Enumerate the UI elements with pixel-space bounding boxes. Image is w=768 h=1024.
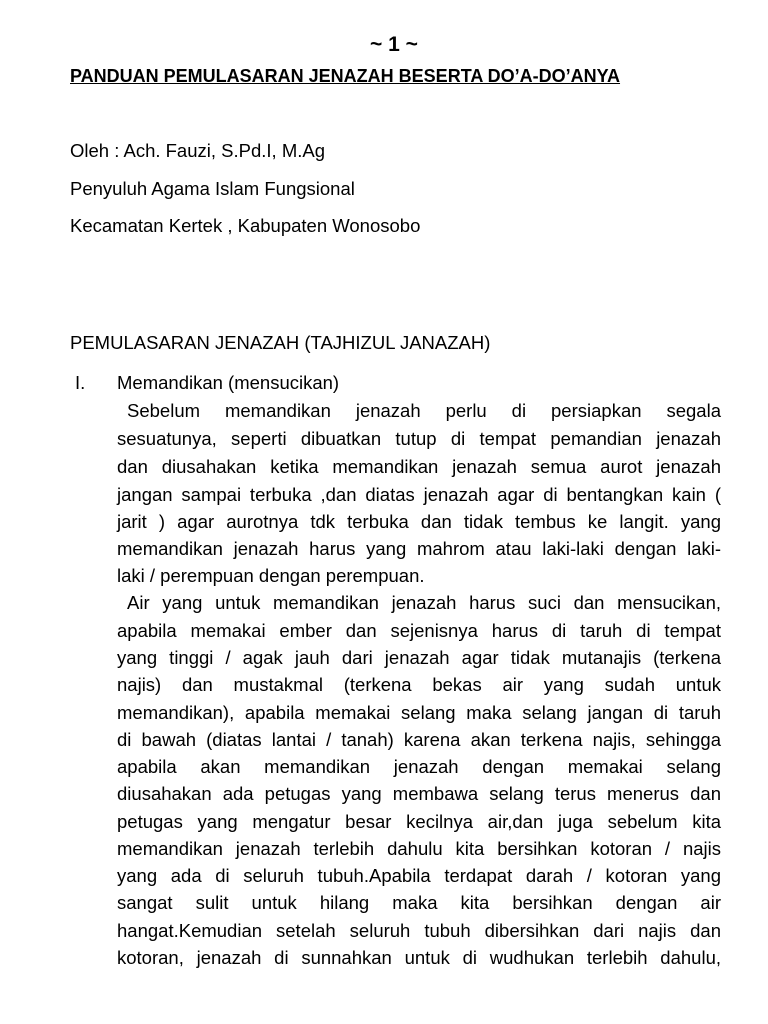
page-number: ~ 1 ~ (370, 33, 418, 56)
body-line: Sebelum memandikan jenazah perlu di persiapkan segala (127, 400, 721, 421)
body-line: memandikan jenazah harus yang mahrom atau laki-laki dengan laki- (117, 538, 721, 559)
body-line: hangat.Kemudian setelah seluruh tubuh dibersihkan dari najis dan (117, 920, 721, 941)
document-title: PANDUAN PEMULASARAN JENAZAH BESERTA DO’A-DO’ANYA (70, 66, 621, 86)
body-line: apabila memakai ember dan sejenisnya harus di taruh di tempat (117, 620, 721, 641)
list-item-number: I. (75, 372, 86, 393)
body-line: memandikan jenazah terlebih dahulu kita bersihkan kotoran / najis (117, 838, 721, 859)
body-line: yang ada di seluruh tubuh.Apabila terdapat darah / kotoran yang (117, 865, 721, 886)
body-line: kotoran, jenazah di sunnahkan untuk di wudhukan terlebih dahulu, (117, 947, 721, 968)
body-line: memandikan), apabila memakai selang maka selang jangan di taruh (117, 702, 721, 723)
body-line: di bawah (diatas lantai / tanah) karena akan terkena najis, sehingga (117, 729, 721, 750)
body-line: petugas yang mengatur besar kecilnya air,dan juga sebelum kita (117, 811, 721, 832)
author-line: Oleh : Ach. Fauzi, S.Pd.I, M.Ag (70, 140, 325, 161)
body-line: najis) dan mustakmal (terkena bekas air yang sudah untuk (117, 674, 721, 695)
body-line: diusahakan ada petugas yang membawa selang terus menerus dan (117, 783, 721, 804)
author-location: Kecamatan Kertek , Kabupaten Wonosobo (70, 215, 421, 236)
body-line: Air yang untuk memandikan jenazah harus suci dan mensucikan, (127, 592, 721, 613)
body-line: sangat sulit untuk hilang maka kita bersihkan dengan air (117, 892, 721, 913)
body-line: apabila akan memandikan jenazah dengan memakai selang (117, 756, 721, 777)
body-line: laki / perempuan dengan perempuan. (117, 565, 425, 586)
body-line: sesuatunya, seperti dibuatkan tutup di tempat pemandian jenazah (117, 428, 721, 449)
section-heading: PEMULASARAN JENAZAH (TAJHIZUL JANAZAH) (70, 332, 491, 353)
body-line: yang tinggi / agak jauh dari jenazah agar tidak mutanajis (terkena (117, 647, 721, 668)
body-line: dan diusahakan ketika memandikan jenazah semua aurot jenazah (117, 456, 721, 477)
body-line: jarit ) agar aurotnya tdk terbuka dan tidak tembus ke langit. yang (117, 511, 721, 532)
author-position: Penyuluh Agama Islam Fungsional (70, 178, 355, 199)
list-item-title: Memandikan (mensucikan) (117, 372, 340, 393)
body-line: jangan sampai terbuka ,dan diatas jenazah agar di bentangkan kain ( (117, 484, 721, 505)
